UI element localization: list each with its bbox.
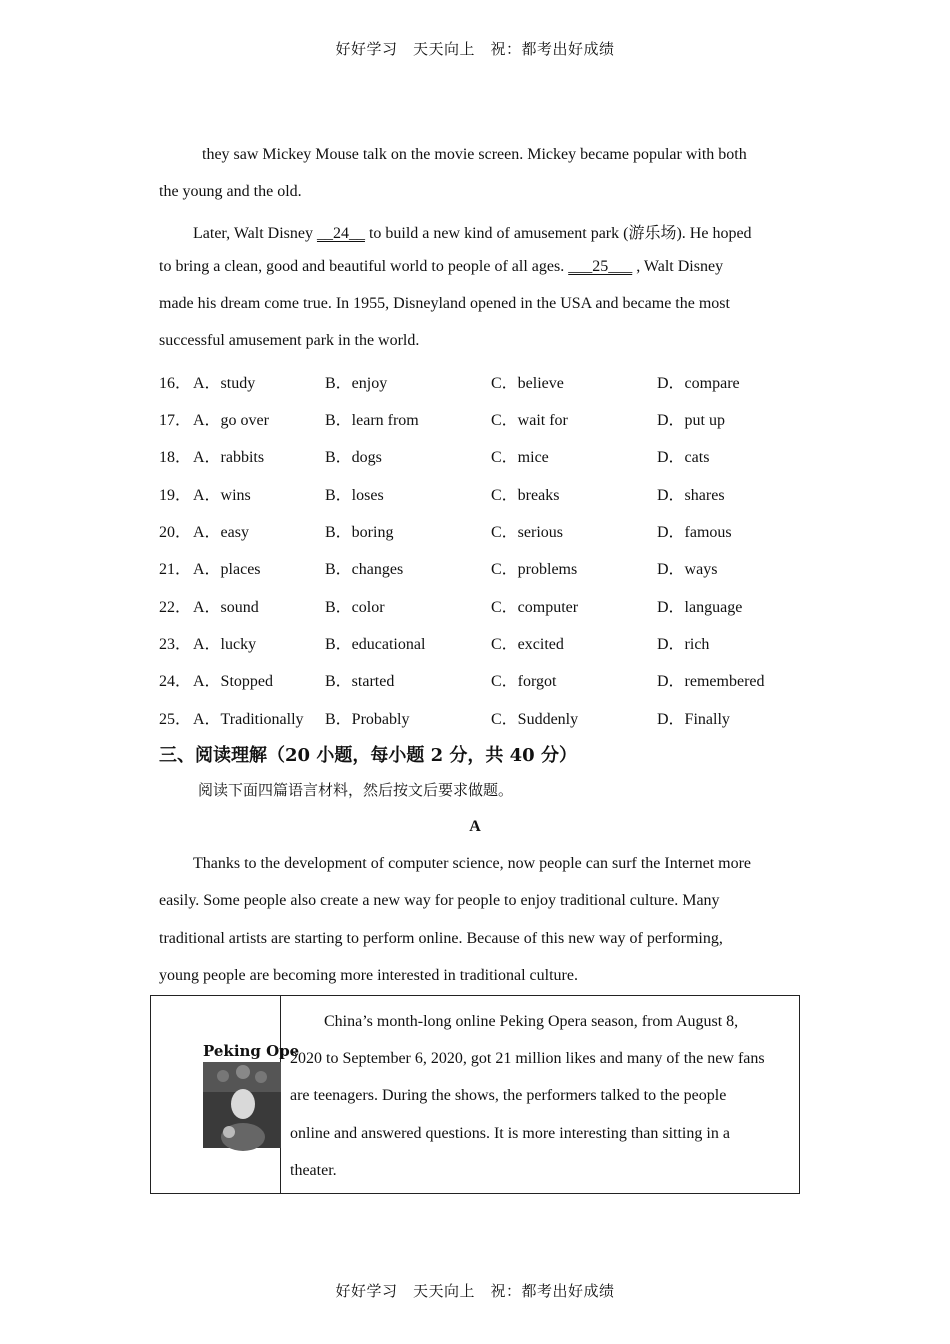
option-a: A．places — [193, 561, 261, 578]
question-number: 23． — [159, 636, 192, 653]
cloze-text: successful amusement park in the world. — [159, 332, 420, 349]
blank-24: __24__ — [316, 225, 365, 242]
cloze-line — [159, 183, 302, 201]
option-b: B．Probably — [325, 711, 410, 728]
question-number: 21． — [159, 561, 192, 578]
option-a: A．Stopped — [193, 673, 274, 690]
poster-title: Peking Ope — [203, 1042, 300, 1060]
question-number: 19． — [159, 487, 192, 504]
cloze-text: they saw Mickey Mouse talk on the movie screen. Mickey became popular with both — [202, 146, 747, 163]
cloze-text: the young and the old. — [159, 183, 302, 200]
opera-performer-icon — [203, 1062, 281, 1148]
question-number: 22． — [159, 599, 192, 616]
info-box — [150, 995, 800, 1194]
instruction: 阅读下面四篇语言材料，然后按文后要求做题。 — [198, 781, 514, 799]
question-number: 25． — [159, 711, 192, 728]
cloze-line — [159, 295, 730, 313]
passage-line: young people are becoming more interested in traditional culture. — [159, 967, 578, 984]
option-d: D．language — [657, 599, 743, 616]
option-b: B．educational — [325, 636, 426, 653]
box-line: online and answered questions. It is more interesting than sitting in a — [290, 1125, 730, 1142]
cloze-line — [159, 258, 723, 276]
blank-25: ___25___ — [568, 258, 633, 275]
page-footer: 好好学习 天天向上 祝：都考出好成绩 — [335, 1282, 615, 1300]
box-line: China’s month-long online Peking Opera season, from August 8, — [324, 1013, 739, 1030]
passage-letter: A — [469, 818, 481, 835]
option-b: B．changes — [325, 561, 404, 578]
option-c: C．serious — [491, 524, 564, 541]
cloze-text: , Walt Disney — [632, 258, 724, 275]
option-c: C．excited — [491, 636, 564, 653]
page-header: 好好学习 天天向上 祝：都考出好成绩 — [335, 40, 615, 58]
option-c: C．wait for — [491, 412, 568, 429]
option-b: B．loses — [325, 487, 384, 504]
option-b: B．started — [325, 673, 395, 690]
option-b: B．learn from — [325, 412, 419, 429]
option-c: C．computer — [491, 599, 579, 616]
question-number: 18． — [159, 449, 192, 466]
option-a: A．rabbits — [193, 449, 265, 466]
option-d: D．put up — [657, 412, 726, 429]
question-number: 20． — [159, 524, 192, 541]
passage-line: traditional artists are starting to perform online. Because of this new way of performing, — [159, 930, 723, 947]
cloze-text: to bring a clean, good and beautiful world to people of all ages. — [159, 258, 569, 275]
option-d: D．rich — [657, 636, 710, 653]
option-a: A．wins — [193, 487, 251, 504]
cloze-text: Later, Walt Disney — [193, 225, 317, 242]
option-d: D．ways — [657, 561, 718, 578]
option-a: A．lucky — [193, 636, 257, 653]
passage-line: Thanks to the development of computer science, now people can surf the Internet more — [193, 855, 752, 872]
passage-line: easily. Some people also create a new way for people to enjoy traditional culture. Many — [159, 892, 720, 909]
option-a: A．study — [193, 375, 256, 392]
cloze-line — [202, 146, 747, 164]
cloze-line — [193, 220, 752, 243]
option-a: A．sound — [193, 599, 259, 616]
option-c: C．believe — [491, 375, 564, 392]
option-c: C．mice — [491, 449, 549, 466]
option-d: D．compare — [657, 375, 740, 392]
cloze-line — [159, 332, 419, 350]
question-number: 17． — [159, 412, 192, 429]
option-d: D．shares — [657, 487, 725, 504]
cloze-text: to build a new kind of amusement park (游乐场). He hoped — [364, 225, 752, 242]
box-line: are teenagers. During the shows, the performers talked to the people — [290, 1087, 727, 1104]
box-line: 2020 to September 6, 2020, got 21 million likes and many of the new fans — [290, 1050, 765, 1067]
option-b: B．dogs — [325, 449, 382, 466]
opera-performer-image — [203, 1062, 281, 1148]
question-number: 16． — [159, 375, 192, 392]
option-d: D．famous — [657, 524, 732, 541]
option-d: D．remembered — [657, 673, 765, 690]
option-b: B．enjoy — [325, 375, 388, 392]
option-c: C．forgot — [491, 673, 557, 690]
option-b: B．color — [325, 599, 385, 616]
option-d: D．Finally — [657, 711, 730, 728]
option-c: C．problems — [491, 561, 578, 578]
option-c: C．Suddenly — [491, 711, 579, 728]
option-a: A．easy — [193, 524, 249, 541]
option-a: A．go over — [193, 412, 269, 429]
box-line: theater. — [290, 1162, 337, 1179]
option-c: C．breaks — [491, 487, 560, 504]
option-a: A．Traditionally — [193, 711, 304, 728]
option-b: B．boring — [325, 524, 394, 541]
section-title: 三、阅读理解（20 小题，每小题 2 分，共 40 分） — [159, 745, 577, 766]
peking-opera-poster — [203, 1042, 300, 1150]
option-d: D．cats — [657, 449, 710, 466]
cloze-text: made his dream come true. In 1955, Disneyland opened in the USA and became the most — [159, 295, 730, 312]
question-number: 24． — [159, 673, 192, 690]
